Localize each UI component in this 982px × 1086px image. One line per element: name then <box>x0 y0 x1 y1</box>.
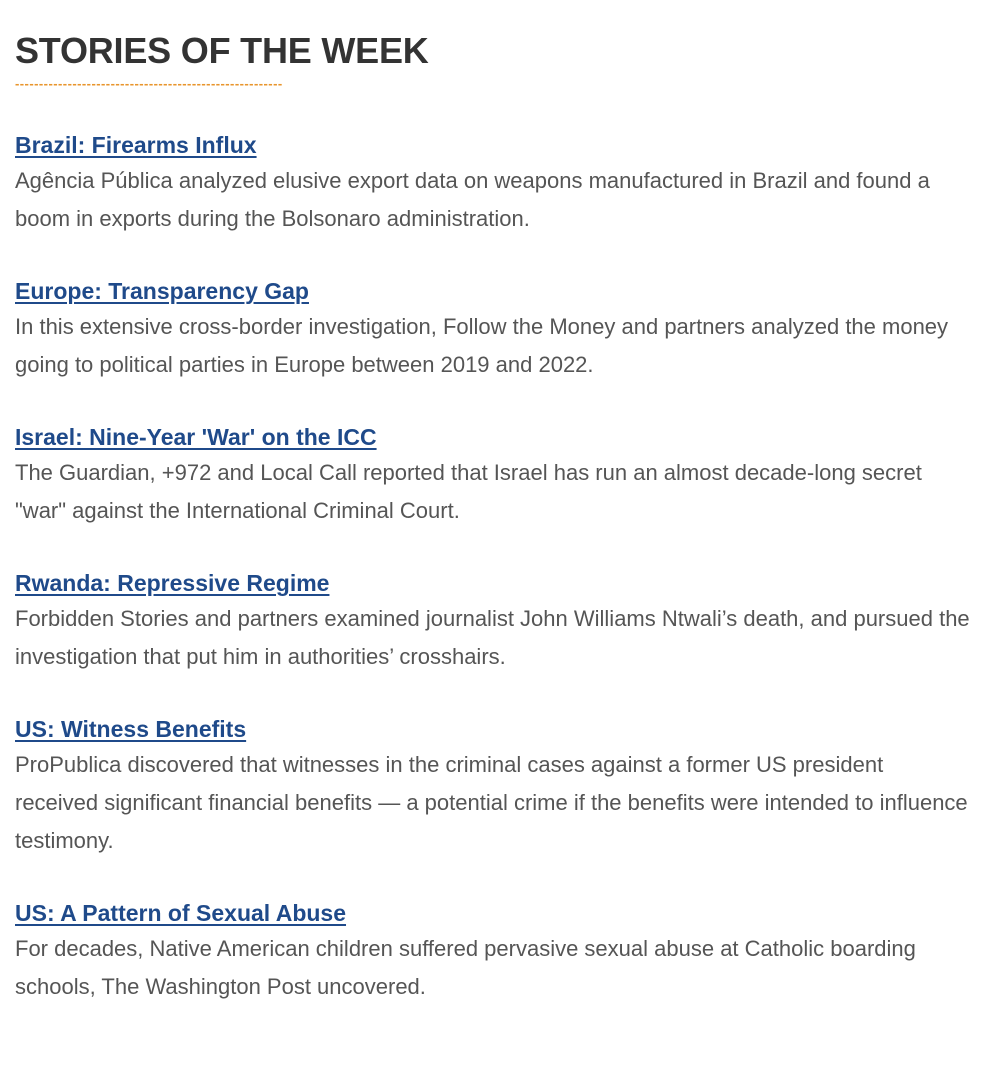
story-link-us-abuse[interactable]: US: A Pattern of Sexual Abuse <box>15 900 347 926</box>
story-list <box>15 128 970 1006</box>
story-item-brazil <box>15 128 970 238</box>
story-item-us-abuse <box>15 896 970 1006</box>
story-description: For decades, Native American children suffered pervasive sexual abuse at Catholic boarding schools, The Washington Post uncovered. <box>15 936 916 999</box>
story-link-europe[interactable]: Europe: Transparency Gap <box>15 278 309 304</box>
story-description: In this extensive cross-border investigation, Follow the Money and partners analyzed the money going to political parties in Europe between 2019 and 2022. <box>15 314 949 377</box>
story-link-israel[interactable]: Israel: Nine-Year 'War' on the ICC <box>15 424 377 450</box>
story-item-us-witness <box>15 712 970 860</box>
story-item-rwanda <box>15 566 970 676</box>
story-description: ProPublica discovered that witnesses in the criminal cases against a former US president received significant financial benefits — a potential crime if the benefits were intended to influence testimony. <box>15 752 968 853</box>
section-divider: -------------------------------------------------------- <box>15 76 283 91</box>
story-item-israel <box>15 420 970 530</box>
story-item-europe <box>15 274 970 384</box>
story-link-us-witness[interactable]: US: Witness Benefits <box>15 716 247 742</box>
story-description: The Guardian, +972 and Local Call reported that Israel has run an almost decade-long secret "war" against the International Criminal Court. <box>15 460 922 523</box>
story-description: Forbidden Stories and partners examined journalist John Williams Ntwali’s death, and pursued the investigation that put him in authorities’ crosshairs. <box>15 606 970 669</box>
story-description: Agência Pública analyzed elusive export data on weapons manufactured in Brazil and found a boom in exports during the Bolsonaro administration. <box>15 168 930 231</box>
story-link-rwanda[interactable]: Rwanda: Repressive Regime <box>15 570 330 596</box>
newsletter-section <box>15 0 970 1042</box>
story-link-brazil[interactable]: Brazil: Firearms Influx <box>15 132 257 158</box>
section-heading: STORIES OF THE WEEK <box>15 30 429 71</box>
